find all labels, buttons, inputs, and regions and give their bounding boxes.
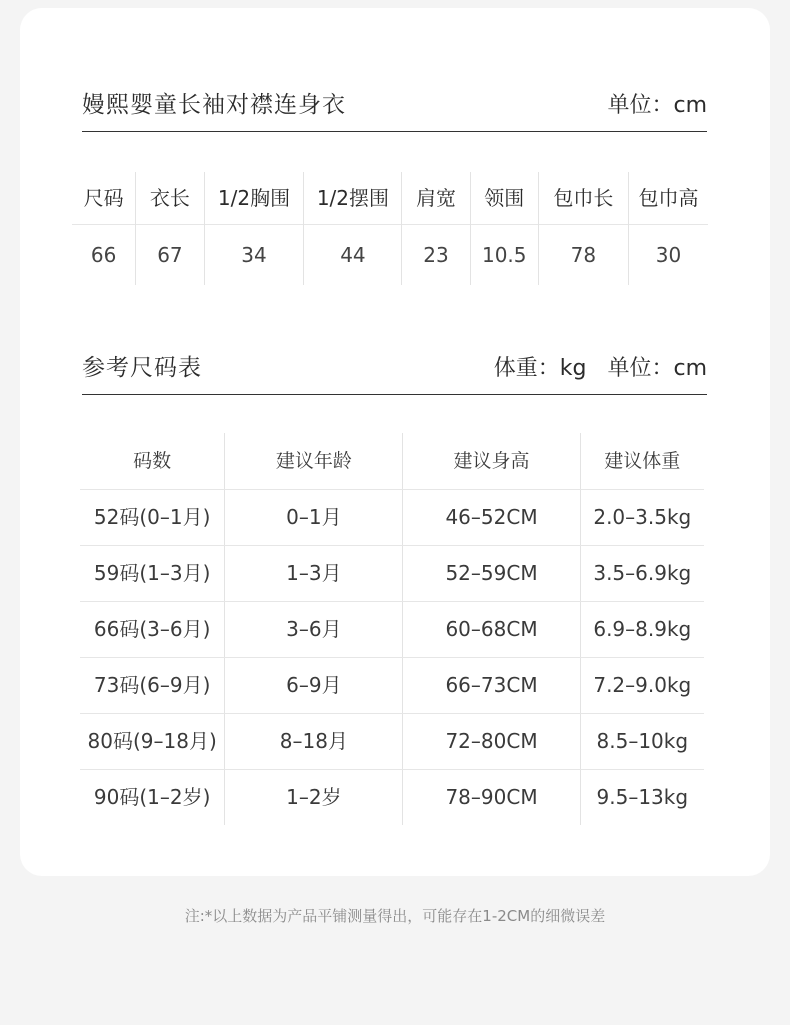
measure-value: 30 xyxy=(655,243,682,267)
age-cell: 1–2岁 xyxy=(224,770,402,825)
measure-col xyxy=(538,172,628,285)
product-title: 嫚熙婴童长袖对襟连身衣 xyxy=(82,92,346,118)
measure-header: 衣长 xyxy=(136,172,203,225)
weight-cell: 2.0–3.5kg xyxy=(580,490,704,545)
table-row xyxy=(80,546,704,602)
reference-header xyxy=(82,348,707,395)
measure-value: 67 xyxy=(157,243,183,267)
measure-header: 包巾高 xyxy=(629,172,708,225)
length-unit-label: 单位：cm xyxy=(607,356,707,381)
size-cell: 66码(3–6月) xyxy=(93,617,211,641)
table-header-row xyxy=(80,433,704,490)
height-cell: 72–80CM xyxy=(402,714,579,769)
measure-header: 包巾长 xyxy=(539,172,628,225)
measure-header: 1/2胸围 xyxy=(205,172,304,225)
header-cell: 建议身高 xyxy=(402,433,579,489)
measure-col xyxy=(470,172,538,285)
measure-value: 34 xyxy=(241,243,267,267)
age-cell: 6–9月 xyxy=(224,658,402,713)
age-cell: 3–6月 xyxy=(224,602,402,657)
age-cell: 0–1月 xyxy=(224,490,402,545)
header-cell: 建议体重 xyxy=(580,433,704,489)
measure-header: 肩宽 xyxy=(402,172,469,225)
measure-header: 尺码 xyxy=(72,172,135,225)
table-row xyxy=(80,714,704,770)
measurement-note: 注:*以上数据为产品平铺测量得出，可能存在1-2CM的细微误差 xyxy=(184,907,606,925)
weight-unit-label: 体重：kg xyxy=(493,356,587,381)
table-row xyxy=(80,770,704,825)
age-cell: 1–3月 xyxy=(224,546,402,601)
product-unit xyxy=(607,88,707,131)
table-row xyxy=(80,602,704,658)
reference-title: 参考尺码表 xyxy=(82,355,202,381)
header-cell: 建议年龄 xyxy=(224,433,402,489)
reference-size-table xyxy=(80,433,704,825)
product-unit-label: 单位：cm xyxy=(607,93,707,118)
measure-value: 66 xyxy=(90,243,117,267)
header-cell: 码数 xyxy=(133,450,172,472)
table-row xyxy=(80,658,704,714)
measure-value: 10.5 xyxy=(481,243,527,267)
height-cell: 52–59CM xyxy=(402,546,579,601)
size-cell: 90码(1–2岁) xyxy=(93,785,211,809)
measure-value: 44 xyxy=(340,243,366,267)
measure-header: 1/2摆围 xyxy=(304,172,401,225)
weight-cell: 3.5–6.9kg xyxy=(580,546,704,601)
weight-cell: 6.9–8.9kg xyxy=(580,602,704,657)
measure-value: 78 xyxy=(570,243,597,267)
measure-col xyxy=(135,172,203,285)
height-cell: 60–68CM xyxy=(402,602,579,657)
size-cell: 59码(1–3月) xyxy=(93,561,211,585)
measure-col xyxy=(303,172,401,285)
measure-header: 领围 xyxy=(471,172,538,225)
size-cell: 80码(9–18月) xyxy=(87,729,217,753)
measure-value: 23 xyxy=(423,243,449,267)
weight-cell: 8.5–10kg xyxy=(580,714,704,769)
height-cell: 46–52CM xyxy=(402,490,579,545)
height-cell: 78–90CM xyxy=(402,770,579,825)
weight-cell: 9.5–13kg xyxy=(580,770,704,825)
height-cell: 66–73CM xyxy=(402,658,579,713)
measure-col xyxy=(204,172,304,285)
measure-col xyxy=(72,172,135,285)
measurement-table xyxy=(72,172,708,285)
measure-col xyxy=(401,172,469,285)
table-row xyxy=(80,490,704,546)
size-cell: 52码(0–1月) xyxy=(93,505,211,529)
size-cell: 73码(6–9月) xyxy=(93,673,211,697)
measure-col xyxy=(628,172,708,285)
reference-units xyxy=(494,351,707,394)
age-cell: 8–18月 xyxy=(224,714,402,769)
weight-cell: 7.2–9.0kg xyxy=(580,658,704,713)
product-header xyxy=(82,86,707,132)
